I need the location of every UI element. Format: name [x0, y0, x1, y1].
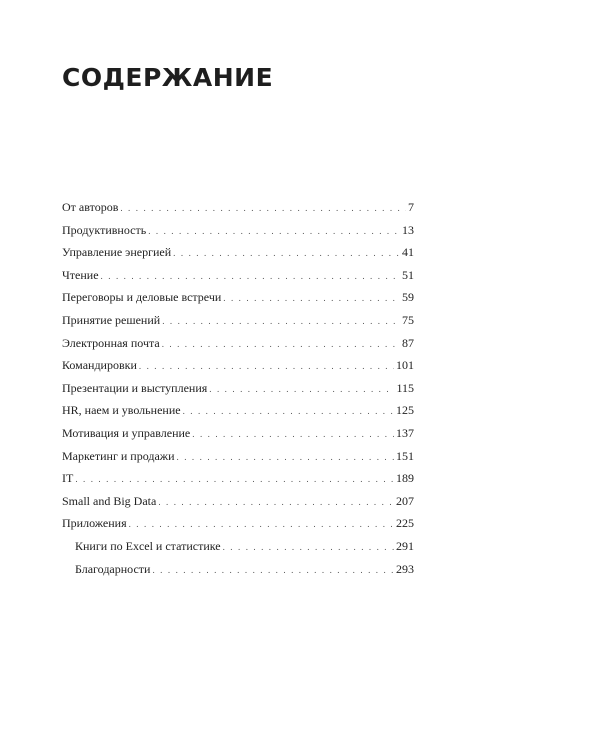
toc-leader-dots	[223, 293, 400, 303]
table-of-contents	[62, 200, 414, 584]
toc-leader-dots	[129, 519, 394, 529]
toc-entry	[62, 336, 414, 359]
toc-entry-page: 101	[396, 358, 414, 373]
toc-entry	[62, 516, 414, 539]
toc-entry-page: 293	[396, 561, 414, 576]
toc-leader-dots	[223, 542, 394, 552]
toc-leader-dots	[120, 203, 406, 213]
toc-entry	[62, 358, 414, 381]
toc-leader-dots	[75, 474, 394, 484]
toc-entry-label: Маркетинг и продажи	[62, 448, 175, 463]
toc-entry-label: Управление энергией	[62, 245, 172, 260]
page-title: СОДЕРЖАНИЕ	[62, 63, 274, 92]
toc-entry-label: Электронная почта	[62, 335, 160, 350]
toc-leader-dots	[152, 565, 394, 575]
toc-entry-label: Мотивация и управление	[62, 425, 191, 440]
toc-entry-label: Переговоры и деловые встречи	[62, 290, 222, 305]
toc-entry-page: 59	[402, 290, 414, 305]
toc-leader-dots	[162, 339, 400, 349]
toc-leader-dots	[162, 316, 400, 326]
toc-entry-label: Чтение	[62, 267, 99, 282]
toc-leader-dots	[183, 406, 394, 416]
toc-leader-dots	[139, 361, 394, 371]
toc-entry-page: 151	[396, 448, 414, 463]
toc-entry-label: Продуктивность	[62, 222, 147, 237]
toc-entry-page: 125	[396, 403, 414, 418]
toc-entry	[62, 449, 414, 472]
toc-leader-dots	[177, 452, 394, 462]
toc-entry-label: Презентации и выступления	[62, 380, 208, 395]
toc-entry-label: Принятие решений	[62, 312, 161, 327]
toc-entry	[62, 268, 414, 291]
toc-entry-page: 137	[396, 425, 414, 440]
toc-entry	[62, 403, 414, 426]
toc-leader-dots	[209, 384, 394, 394]
toc-entry	[62, 494, 414, 517]
toc-entry-page: 207	[396, 493, 414, 508]
toc-entry-page: 13	[402, 222, 414, 237]
toc-entry-page: 87	[402, 335, 414, 350]
toc-entry-page: 115	[396, 380, 414, 395]
toc-leader-dots	[158, 497, 394, 507]
toc-entry-page: 7	[408, 200, 414, 214]
toc-entry-label: Благодарности	[75, 561, 151, 576]
toc-entry-label: Small and Big Data	[62, 493, 157, 508]
toc-entry-page: 291	[396, 538, 414, 553]
toc-entry-label: От авторов	[62, 200, 119, 214]
toc-entry	[62, 381, 414, 404]
toc-entry	[62, 290, 414, 313]
toc-entry-label: Книги по Excel и статистике	[75, 538, 221, 553]
toc-entry	[62, 471, 414, 494]
toc-entry-label: IT	[62, 471, 74, 486]
toc-entry-page: 41	[402, 245, 414, 260]
toc-leader-dots	[192, 429, 394, 439]
toc-entry-page: 225	[396, 516, 414, 531]
toc-entry-label: Командировки	[62, 358, 137, 373]
toc-entry-page: 51	[402, 267, 414, 282]
toc-entry	[62, 245, 414, 268]
toc-leader-dots	[173, 248, 400, 258]
toc-entry	[62, 223, 414, 246]
toc-entry-label: Приложения	[62, 516, 127, 531]
toc-entry-page: 189	[396, 471, 414, 486]
toc-entry	[62, 313, 414, 336]
toc-entry	[62, 200, 414, 223]
toc-entry-page: 75	[402, 312, 414, 327]
toc-leader-dots	[148, 226, 400, 236]
toc-entry-label: HR, наем и увольнение	[62, 403, 181, 418]
toc-subentry	[62, 539, 414, 562]
toc-subentry	[62, 562, 414, 585]
toc-entry	[62, 426, 414, 449]
toc-leader-dots	[101, 271, 400, 281]
